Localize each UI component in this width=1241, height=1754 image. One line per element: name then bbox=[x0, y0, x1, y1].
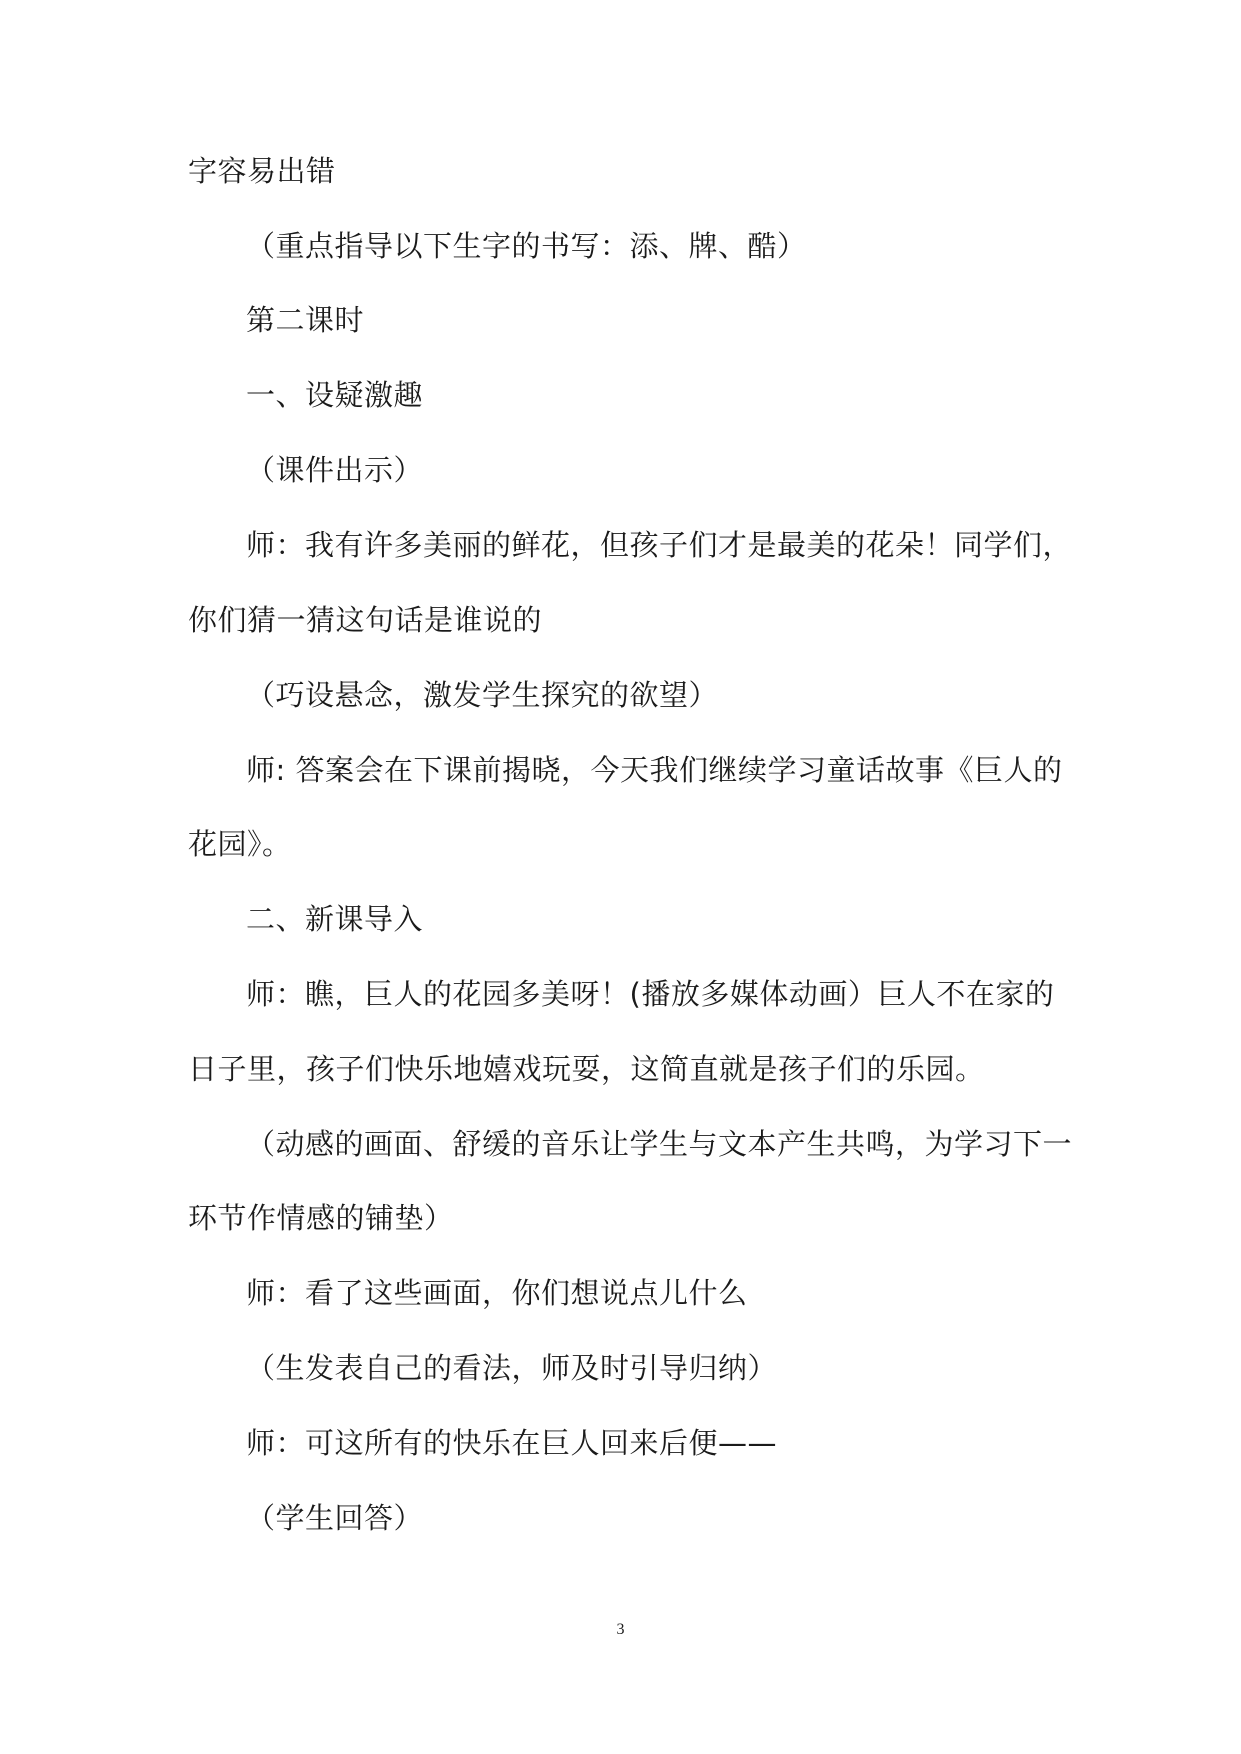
text-line: 花园》。 bbox=[188, 827, 292, 861]
text-line: 字容易出错 bbox=[188, 154, 336, 188]
text-line: 师: 答案会在下课前揭晓，今天我们继续学习童话故事《巨人的 bbox=[246, 753, 1063, 787]
section-heading: 一、设疑激趣 bbox=[246, 378, 424, 412]
text-line: 日子里，孩子们快乐地嬉戏玩耍，这简直就是孩子们的乐园。 bbox=[188, 1052, 985, 1086]
text-line: 环节作情感的铺垫） bbox=[188, 1201, 454, 1235]
section-heading: 第二课时 bbox=[246, 303, 365, 337]
section-heading: 二、新课导入 bbox=[246, 902, 424, 936]
text-line: （学生回答） bbox=[246, 1501, 424, 1535]
text-line: （重点指导以下生字的书写：添、牌、酷） bbox=[246, 229, 807, 263]
text-line: 师：我有许多美丽的鲜花，但孩子们才是最美的花朵！同学们， bbox=[246, 528, 1073, 562]
text-line: 师：看了这些画面，你们想说点儿什么 bbox=[246, 1276, 748, 1310]
text-line: 师：可这所有的快乐在巨人回来后便—— bbox=[246, 1426, 778, 1460]
text-line: 你们猜一猜这句话是谁说的 bbox=[188, 603, 543, 637]
text-line: （巧设悬念，激发学生探究的欲望） bbox=[246, 678, 719, 712]
text-line: （生发表自己的看法，师及时引导归纳） bbox=[246, 1351, 778, 1385]
text-line: （课件出示） bbox=[246, 453, 424, 487]
page-number: 3 bbox=[616, 1621, 625, 1638]
text-line: （动感的画面、舒缓的音乐让学生与文本产生共鸣，为学习下一 bbox=[246, 1127, 1073, 1161]
text-line: 师：瞧，巨人的花园多美呀！(播放多媒体动画）巨人不在家的 bbox=[246, 977, 1055, 1011]
